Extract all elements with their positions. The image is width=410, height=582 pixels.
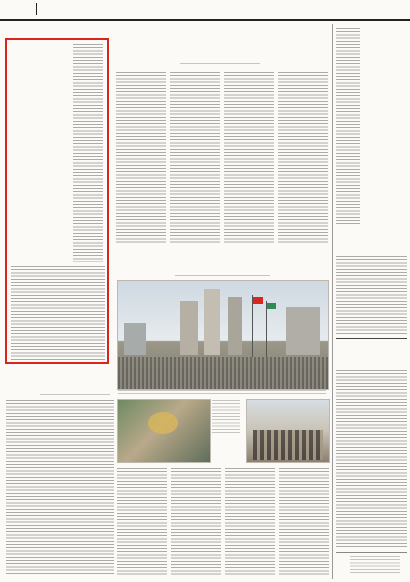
- building-left: [124, 323, 146, 355]
- region-flag: [267, 303, 276, 309]
- lead-body-col-1: [116, 72, 166, 244]
- editor-credits: [350, 556, 400, 574]
- building-tower-2: [204, 289, 220, 355]
- column-divider: [332, 24, 333, 579]
- right-mid-body: [336, 256, 407, 334]
- ceremony-body-col-1: [117, 468, 167, 576]
- macau-joy-body: [6, 400, 114, 576]
- celebration-photo: [117, 399, 211, 463]
- crowd: [118, 357, 328, 389]
- national-flag: [253, 297, 263, 304]
- right-footer-rule: [336, 552, 407, 553]
- macau-joy-byline: [40, 394, 110, 396]
- group-people: [253, 430, 323, 460]
- celebration-caption: [212, 400, 240, 434]
- building-right: [286, 307, 320, 355]
- flag-raising-photo: [117, 280, 329, 390]
- reception-body: [336, 370, 407, 548]
- flag-raising-caption: [118, 390, 326, 396]
- masthead-rule: [0, 19, 410, 21]
- group-photo: [246, 399, 330, 463]
- commentary-box: [5, 38, 109, 364]
- lead-body-col-3: [224, 72, 274, 244]
- commentary-body-text: [11, 266, 105, 360]
- ceremony-body-col-2: [171, 468, 221, 576]
- section-divider: [36, 3, 37, 15]
- right-top-text: [336, 28, 360, 224]
- lotus-decor: [148, 412, 178, 434]
- lead-byline: [180, 63, 260, 65]
- right-rule: [336, 338, 407, 339]
- ceremony-body-col-4: [279, 468, 329, 576]
- ceremony-byline: [175, 275, 270, 277]
- building-tower-1: [180, 301, 198, 355]
- lead-body-col-2: [170, 72, 220, 244]
- flagpole-2: [266, 301, 267, 357]
- flagpole: [252, 295, 253, 357]
- building-tower-3: [228, 297, 242, 355]
- masthead: [0, 0, 410, 18]
- ceremony-body-col-3: [225, 468, 275, 576]
- commentary-body-columns: [73, 44, 103, 262]
- lead-body-col-4: [278, 72, 328, 244]
